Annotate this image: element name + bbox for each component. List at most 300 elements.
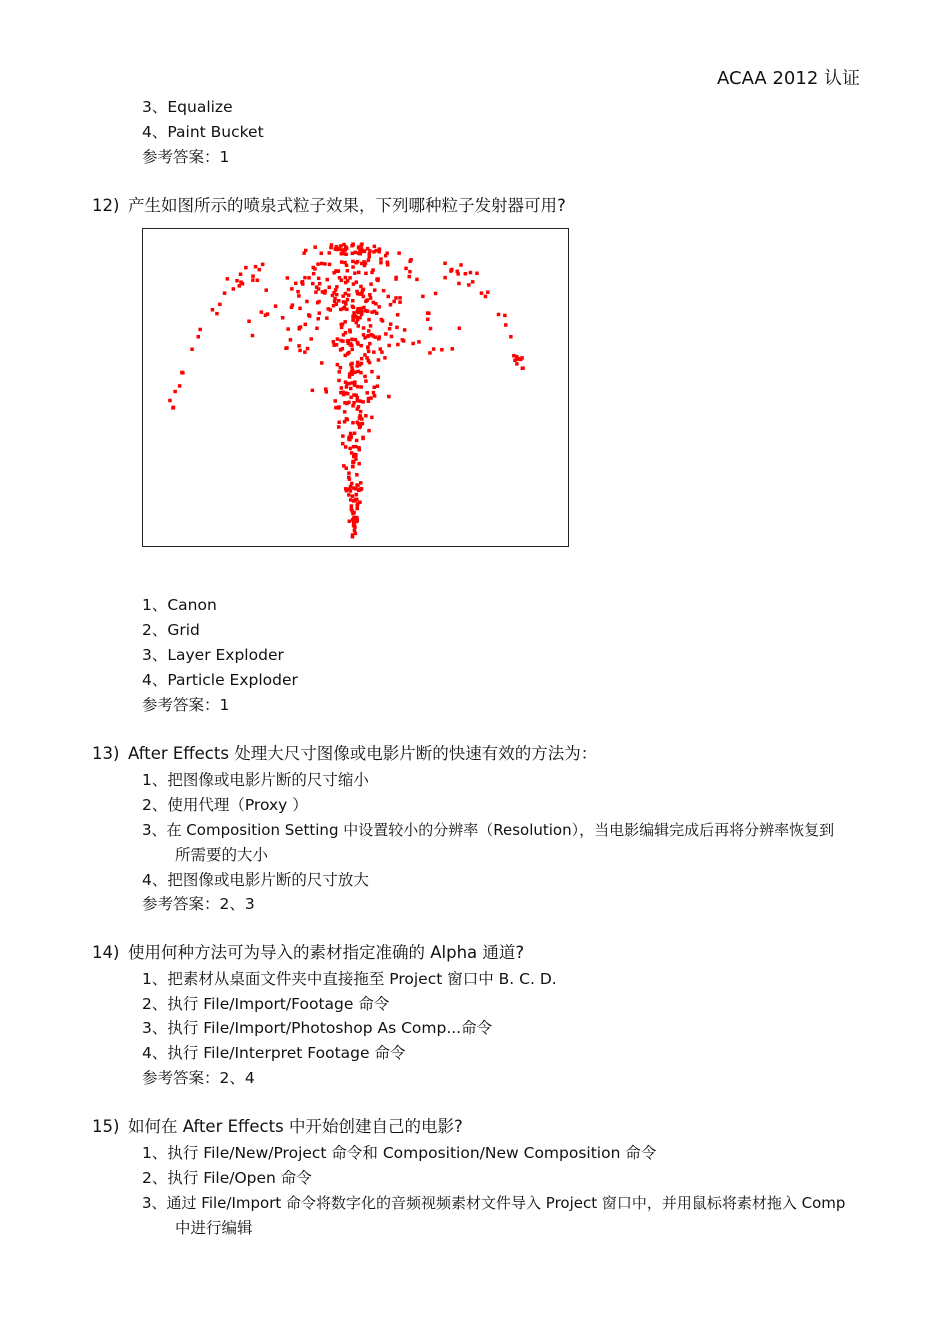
particle: [305, 300, 309, 304]
particle: [358, 248, 362, 252]
particle: [358, 414, 362, 418]
particle: [238, 284, 242, 288]
particle: [367, 429, 371, 433]
q12-text: 产生如图所示的喷泉式粒子效果，下列哪种粒子发射器可用?: [128, 196, 566, 215]
particle: [239, 280, 243, 284]
particle: [340, 386, 344, 390]
particle: [258, 268, 262, 272]
particle: [373, 288, 377, 292]
particle: [458, 327, 462, 331]
particle: [342, 464, 346, 468]
q14-option-1: 1、把素材从桌面文件夹中直接拖至 Project 窗口中 B. C. D.: [142, 970, 557, 988]
particle: [396, 313, 400, 317]
particle: [312, 266, 316, 270]
q15-number: 15): [92, 1117, 120, 1136]
particle: [344, 445, 348, 449]
particle: [341, 347, 345, 351]
particle: [334, 399, 338, 403]
particle: [353, 371, 357, 375]
q13-option-3-continued: 所需要的大小: [175, 846, 269, 864]
q15-text: 如何在 After Effects 中开始创建自己的电影?: [128, 1117, 463, 1136]
particle: [386, 261, 390, 265]
particle: [372, 391, 376, 395]
particle: [471, 280, 475, 284]
particle: [345, 247, 349, 251]
document-header: ACAA 2012 认证: [717, 68, 860, 89]
particle: [339, 308, 343, 312]
particle: [346, 269, 350, 273]
particle: [328, 251, 332, 255]
particle: [260, 310, 264, 314]
particle: [353, 432, 357, 436]
particle: [235, 279, 239, 283]
particle: [411, 342, 415, 346]
particle: [190, 348, 194, 352]
particle: [247, 320, 251, 324]
particle: [379, 257, 383, 261]
particle: [360, 242, 364, 246]
particle: [340, 326, 344, 330]
particle: [355, 493, 359, 497]
particle: [372, 350, 376, 354]
particle: [387, 395, 391, 399]
q12-option-4: 4、Particle Exploder: [142, 671, 298, 689]
particle: [171, 406, 175, 410]
particle: [360, 362, 364, 366]
particle: [325, 316, 329, 320]
particle: [318, 311, 322, 315]
particle: [356, 260, 360, 264]
particle: [347, 342, 351, 346]
particle: [301, 280, 305, 284]
particle: [349, 434, 353, 438]
particle: [346, 418, 350, 422]
q13-text: After Effects 处理大尺寸图像或电影片断的快速有效的方法为：: [128, 744, 598, 763]
particle: [344, 276, 348, 280]
particle: [321, 290, 325, 294]
particle: [296, 290, 300, 294]
particle: [302, 251, 306, 255]
particle: [384, 332, 388, 336]
particle: [341, 434, 345, 438]
particle: [251, 334, 255, 338]
particle: [311, 282, 315, 286]
particle: [366, 298, 370, 302]
particle: [486, 291, 490, 295]
particle: [341, 391, 345, 395]
particle: [351, 494, 355, 498]
particle: [264, 313, 268, 317]
particle: [377, 376, 381, 380]
particle: [392, 300, 396, 304]
particle: [397, 251, 401, 255]
particle: [353, 313, 357, 317]
particle: [307, 276, 311, 280]
particle: [351, 348, 355, 352]
particle: [367, 350, 371, 354]
particle: [351, 465, 355, 469]
particle: [359, 285, 363, 289]
particle: [290, 287, 294, 291]
particle: [379, 347, 383, 351]
particle: [363, 336, 367, 340]
particle: [357, 462, 361, 466]
particle: [345, 402, 349, 406]
particle: [357, 324, 361, 328]
particle: [168, 399, 172, 403]
particle: [375, 278, 379, 282]
particle: [337, 421, 341, 425]
particle: [351, 535, 355, 539]
q14-answer: 参考答案：2、4: [142, 1069, 255, 1087]
particle: [304, 323, 308, 327]
q13-option-4: 4、把图像或电影片断的尺寸放大: [142, 871, 369, 889]
particle: [467, 283, 471, 287]
particle: [363, 375, 367, 379]
particle: [312, 272, 316, 276]
particle: [364, 379, 368, 383]
q12-option-2: 2、Grid: [142, 621, 200, 639]
particle: [361, 437, 365, 441]
particle: [398, 296, 402, 300]
particle: [297, 344, 301, 348]
particle: [384, 254, 388, 258]
particle: [303, 276, 307, 280]
particle: [484, 295, 488, 299]
fountain-particle-figure: [142, 228, 569, 547]
particle: [338, 370, 342, 374]
particle: [356, 292, 360, 296]
particle: [373, 386, 377, 390]
particle: [364, 309, 368, 313]
q15-option-1: 1、执行 File/New/Project 命令和 Composition/New Composition 命令: [142, 1144, 657, 1162]
q15-option-3-continued: 中进行编辑: [175, 1219, 253, 1237]
particle: [340, 279, 344, 283]
particle: [335, 245, 339, 249]
particle: [211, 308, 215, 312]
particle: [340, 260, 344, 264]
particle: [359, 410, 363, 414]
particle: [417, 340, 421, 344]
particle: [348, 276, 352, 280]
q11-option-3: 3、Equalize: [142, 98, 233, 116]
particle: [366, 391, 370, 395]
particle: [317, 317, 321, 321]
particle: [341, 294, 345, 298]
q14-option-2: 2、执行 File/Import/Footage 命令: [142, 995, 390, 1013]
particle: [358, 316, 362, 320]
particle: [352, 461, 356, 465]
particle: [358, 426, 362, 430]
particle: [326, 278, 330, 282]
particle: [464, 272, 468, 276]
particle: [337, 269, 341, 273]
particle: [367, 359, 371, 363]
particle: [395, 326, 399, 330]
particle: [343, 261, 347, 265]
particle-scatter: [142, 228, 569, 547]
particle: [331, 294, 335, 298]
particle: [351, 518, 355, 522]
particle: [313, 245, 317, 249]
particle: [320, 361, 324, 365]
particle: [387, 295, 391, 299]
particle: [286, 327, 290, 331]
particle: [353, 453, 357, 457]
particle: [198, 328, 202, 332]
particle: [443, 262, 447, 266]
particle: [339, 339, 343, 343]
particle: [387, 344, 391, 348]
particle: [355, 439, 359, 443]
particle: [362, 306, 366, 310]
q13-option-3: 3、在 Composition Setting 中设置较小的分辨率（Resolution），当电影编辑完成后再将分辨率恢复到: [142, 821, 835, 839]
particle: [378, 335, 382, 339]
particle: [318, 282, 322, 286]
particle: [356, 502, 360, 506]
q13-number: 13): [92, 744, 120, 763]
particle: [320, 252, 324, 256]
q11-answer: 参考答案：1: [142, 148, 230, 166]
particle: [314, 290, 318, 294]
particle: [368, 255, 372, 259]
particle: [349, 489, 353, 493]
particle: [370, 370, 374, 374]
particle: [317, 300, 321, 304]
particle: [343, 410, 347, 414]
particle: [459, 263, 463, 267]
particle: [226, 277, 230, 281]
q15-option-2: 2、执行 File/Open 命令: [142, 1169, 312, 1187]
q12-answer: 参考答案：1: [142, 696, 230, 714]
particle: [354, 457, 358, 461]
particle: [348, 328, 352, 332]
particle: [401, 338, 405, 342]
particle: [352, 306, 356, 310]
particle: [350, 344, 354, 348]
particle: [341, 322, 345, 326]
particle: [347, 288, 351, 292]
particle: [357, 422, 361, 426]
q13-option-1: 1、把图像或电影片断的尺寸缩小: [142, 771, 369, 789]
particle: [298, 349, 302, 353]
particle: [383, 356, 387, 360]
particle: [350, 338, 354, 342]
particle: [354, 251, 358, 255]
particle: [335, 293, 339, 297]
particle: [197, 335, 201, 339]
particle: [281, 316, 285, 320]
particle: [361, 400, 365, 404]
particle: [360, 344, 364, 348]
particle: [372, 250, 376, 254]
particle: [434, 292, 438, 296]
particle: [256, 279, 260, 283]
particle: [232, 287, 236, 291]
particle: [329, 246, 333, 250]
particle: [223, 291, 227, 295]
particle: [504, 323, 508, 327]
particle: [513, 359, 517, 363]
particle: [380, 318, 384, 322]
particle: [371, 268, 375, 272]
particle: [311, 389, 315, 393]
particle: [344, 380, 348, 384]
particle: [360, 357, 364, 361]
particle: [355, 473, 359, 477]
particle: [380, 350, 384, 354]
particle: [218, 303, 222, 307]
particle: [359, 309, 363, 313]
particle: [350, 366, 354, 370]
particle: [294, 282, 298, 286]
q14-option-4: 4、执行 File/Interpret Footage 命令: [142, 1044, 406, 1062]
particle: [348, 375, 352, 379]
particle: [286, 276, 290, 280]
particle: [178, 384, 182, 388]
particle: [349, 498, 353, 502]
particle: [315, 285, 319, 289]
particle: [368, 293, 372, 297]
particle: [348, 520, 352, 524]
particle: [408, 270, 412, 274]
particle: [377, 358, 381, 362]
q11-option-4: 4、Paint Bucket: [142, 123, 264, 141]
particle: [298, 326, 302, 330]
particle: [261, 263, 265, 267]
particle: [363, 264, 367, 268]
particle: [398, 300, 402, 304]
particle: [285, 346, 289, 350]
particle: [368, 342, 372, 346]
particle: [421, 295, 425, 299]
particle: [356, 396, 360, 400]
particle: [345, 308, 349, 312]
particle: [357, 370, 361, 374]
particle: [352, 445, 356, 449]
particle: [274, 304, 278, 308]
particle: [239, 273, 243, 277]
particle: [469, 271, 473, 275]
particle: [356, 519, 360, 523]
particle: [351, 299, 355, 303]
particle: [344, 302, 348, 306]
particle: [404, 267, 408, 271]
particle: [443, 276, 447, 280]
particle: [353, 524, 357, 528]
particle: [348, 447, 352, 451]
particle: [215, 312, 219, 316]
q13-option-2: 2、使用代理（Proxy ）: [142, 796, 308, 814]
particle: [347, 471, 351, 475]
particle: [389, 303, 393, 307]
particle: [408, 275, 412, 279]
particle: [356, 484, 360, 488]
particle: [394, 276, 398, 280]
particle: [347, 437, 351, 441]
particle: [341, 252, 345, 256]
particle: [369, 296, 373, 300]
particle: [356, 507, 360, 511]
q12-option-1: 1、Canon: [142, 596, 217, 614]
particle: [251, 278, 255, 282]
particle: [347, 293, 351, 297]
particle: [350, 508, 354, 512]
q13-answer: 参考答案：2、3: [142, 895, 255, 913]
particle: [389, 322, 393, 326]
particle: [317, 277, 321, 281]
particle: [376, 384, 380, 388]
particle: [297, 294, 301, 298]
particle: [356, 407, 360, 411]
particle: [344, 253, 348, 257]
particle: [339, 244, 343, 248]
particle: [328, 286, 332, 290]
particle: [451, 347, 455, 351]
particle: [265, 288, 269, 292]
particle: [360, 417, 364, 421]
particle: [480, 291, 484, 295]
particle: [335, 302, 339, 306]
particle: [351, 421, 355, 425]
particle: [329, 308, 333, 312]
particle: [316, 262, 320, 266]
particle: [339, 366, 343, 370]
particle: [307, 313, 311, 317]
particle: [351, 260, 355, 264]
particle: [497, 313, 501, 317]
particle: [291, 303, 295, 307]
particle: [353, 271, 357, 275]
particle: [357, 271, 361, 275]
particle: [432, 347, 436, 351]
particle: [353, 380, 357, 384]
particle: [352, 282, 356, 286]
particle: [289, 338, 293, 342]
particle: [335, 285, 339, 289]
particle: [426, 311, 430, 315]
particle: [337, 406, 341, 410]
particle: [336, 337, 340, 341]
particle: [323, 262, 327, 266]
particle: [382, 289, 386, 293]
particle: [345, 489, 349, 493]
particle: [388, 327, 392, 331]
particle: [351, 242, 355, 246]
particle: [363, 353, 367, 357]
particle: [408, 260, 412, 264]
q14-option-3: 3、执行 File/Import/Photoshop As Comp...命令: [142, 1019, 493, 1037]
particle: [359, 488, 363, 492]
particle: [340, 248, 344, 252]
particle: [509, 335, 512, 339]
q12-number: 12): [92, 196, 120, 215]
q15-option-3: 3、通过 File/Import 命令将数字化的音频视频素材文件导入 Project 窗口中，并用鼠标将素材拖入 Comp: [142, 1194, 846, 1212]
particle: [352, 486, 356, 490]
particle: [359, 385, 363, 389]
particle: [426, 318, 430, 322]
particle: [357, 446, 361, 450]
particle: [360, 291, 364, 295]
particle: [310, 337, 314, 341]
particle: [373, 310, 377, 314]
particle: [342, 243, 346, 247]
particle: [351, 265, 355, 269]
particle: [428, 351, 432, 355]
particle: [475, 272, 479, 276]
particle: [367, 334, 371, 338]
particle: [364, 272, 368, 276]
